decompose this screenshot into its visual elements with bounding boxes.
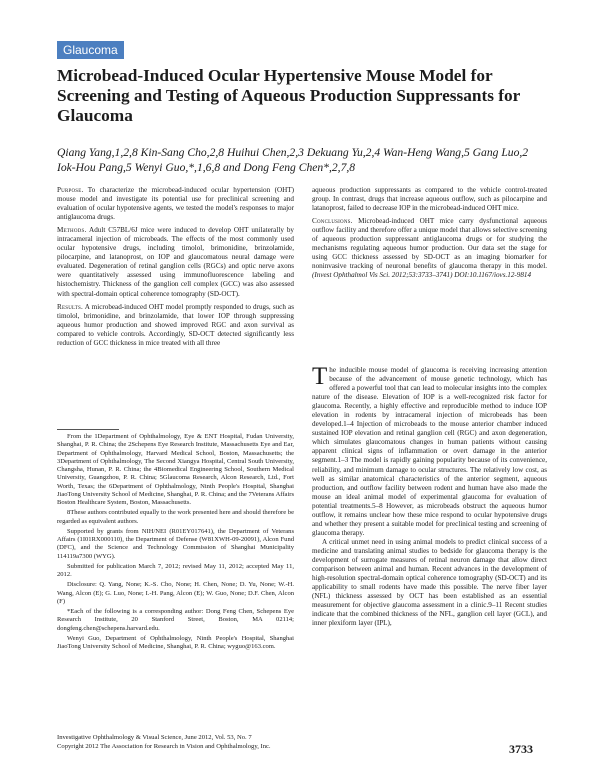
footnotes <box>57 433 294 653</box>
footnote-rule <box>57 429 119 430</box>
abstract-purpose <box>57 186 294 222</box>
corresponding-author-1: *Each of the following is a corresponding author: Dong Feng Chen, Schepens Eye Research Institute, 20 Stanford Street, Boston, MA 02114; dongfeng.chen@schepens.harvard.edu. <box>57 608 294 632</box>
abstract-conclusions <box>312 217 547 280</box>
introduction <box>312 363 547 628</box>
section-tag: Glaucoma <box>57 41 124 59</box>
journal-citation-line: Investigative Ophthalmology & Visual Science, June 2012, Vol. 53, No. 7 <box>57 734 252 741</box>
results-label: Results. <box>57 302 84 311</box>
article-title: Microbead-Induced Ocular Hypertensive Mouse Model for Screening and Testing of Aqueous Production Suppressants for Glaucoma <box>57 66 521 125</box>
drop-cap: T <box>312 363 328 390</box>
abstract-right-column <box>312 186 547 284</box>
abstract-methods <box>57 226 294 298</box>
submission-dates: Submitted for publication March 7, 2012; revised May 11, 2012; accepted May 11, 2012. <box>57 562 294 578</box>
abstract-results <box>57 303 294 348</box>
conclusions-text: Microbead-induced OHT mice carry dysfunctional aqueous outflow facility and therefore offer a unique model that allows selective screening of aqueous production suppressant antiglaucoma drugs or for studying the mechanisms regulating aqueous humor production. Our data set the stage for using GCC thickness assessed by SD-OCT as an imaging biomarker for noninvasive tracking of neuronal benefits of glaucoma therapy in this model. <box>312 217 547 271</box>
intro-paragraph-2: A critical unmet need in using animal models to predict clinical success of a medicine and translating animal studies to bedside for glaucoma therapy is the development of surrogate measures of retinal neuron damage that allow direct comparison between animal and human. Recent advances in the development of high-resolution spectral-domain optical coherence tomography (SD-OCT) and its applicability to small rodents have made this possible. The nerve fiber layer (NFL) thickness assessed by OCT has been established as an essential measurement for objective glaucoma assessment in a clinic.9–11 Recent studies indicate that the combined thickness of the NFL, ganglion cell layer (GCL), and inner plexiform layer (IPL), <box>312 537 547 628</box>
citation: (Invest Ophthalmol Vis Sci. 2012;53:3733–3741) DOI:10.1167/iovs.12-9814 <box>312 271 532 280</box>
conclusions-label: Conclusions. <box>312 217 353 226</box>
intro-paragraph-1 <box>312 363 547 538</box>
copyright-line: Copyright 2012 The Association for Research in Vision and Ophthalmology, Inc. <box>57 742 271 750</box>
abstract-results-continued: aqueous production suppressants as compared to the vehicle control-treated group. In contrast, drugs that increase aqueous outflow, such as pilocarpine and latanoprost, failed to decrease IOP in the microbead-induced OHT mice. <box>312 186 547 213</box>
purpose-label: Purpose. <box>57 186 84 194</box>
corresponding-author-2: Wenyi Guo, Department of Ophthalmology, Ninth People's Hospital, Shanghai JiaoTong University School of Medicine, Shanghai, P. R. China; wyguo@163.com. <box>57 634 294 650</box>
intro-paragraph-1-text: he inducible mouse model of glaucoma is receiving increasing attention because of the advancement of mouse genetic technology, which has offered a powerful tool that can lead to molecular insights into the complex nature of the disease. Elevation of IOP is a well-recognized risk factor for glaucoma. Recently, a highly effective and reproducible method to induce IOP elevation in rodents by intracameral injection of microbeads has been developed.1–4 Injection of microbeads to the mouse anterior chamber induced sustained IOP elevation and retinal ganglion cell (RGC) and axon degeneration, which simulates glaucomatous changes in human patients without causing apparent clinical signs of inflammation or overt damage in the anterior segment.1–3 The model is rapidly gaining popularity because of its convenience, reliability, and minimum damage to ocular structures. The relatively low cost, as well as similar anatomical characteristics of the anterior segment, aqueous production, and outflow facility between rodent and human have also made the mouse an ideal animal model of experimental glaucoma for evaluation of potential treatments.5–8 However, as microbeads obstruct the aqueous humor outflow, it remains unclear how these mice respond to ocular hypotensive drugs and whether they present a suitable model for preclinical testing and screening of glaucoma therapy. <box>312 366 547 537</box>
page-number: 3733 <box>509 742 533 756</box>
results-text: A microbead-induced OHT model promptly responded to drugs, such as timolol, brimonidine, and brinzolamide, that lower IOP through suppressing aqueous humor production and showed improved RGC and axon survival as compared to vehicle controls. Accordingly, SD-OCT detected significantly less reduction of GCC thickness in mice treated with all three <box>57 302 294 347</box>
methods-text: Adult C57BL/6J mice were induced to develop OHT unilaterally by intracameral injection of microbeads. The effects of the most commonly used ocular hypotensive drugs, including timolol, brimonidine, brinzolamide, pilocarpine, and latanoprost, on IOP and glaucomatous neural damage were evaluated. Degeneration of retinal ganglion cells (RGCs) and optic nerve axons were quantitatively assessed using immunofluorescence labeling and histochemistry. Thickness of the ganglion cell complex (GCC) was also assessed with spectral-domain optical coherence tomography (SD-OCT). <box>57 226 294 298</box>
affiliations: From the 1Department of Ophthalmology, Eye & ENT Hospital, Fudan University, Shanghai, P. R. China; the 2Schepens Eye Research Institute, Massachusetts Eye and Ear, Department of Ophthalmology, Harvard Medical School, Boston, Massachusetts; the 3Department of Ophthalmology, The Second Xiangya Hospital, Central South University, Changsha, Hunan, P. R. China; the 4Biomedical Engineering School, Southern Medical University, Guangzhou, P. R. China; 5Glaucoma Research, Alcon Research, Ltd., Fort Worth, Texas; the 6Department of Ophthalmology, Ninth People's Hospital, Shanghai JiaoTong University School of Medicine, Shanghai, P. R. China; and the 7Veterans Affairs Boston Healthcare System, Boston, Massachusetts. <box>57 433 294 506</box>
author-list: Qiang Yang,1,2,8 Kin-Sang Cho,2,8 Huihui Chen,2,3 Dekuang Yu,2,4 Wan-Heng Wang,5 Gang Luo,2 Iok-Hou Pang,5 Wenyi Guo,*,1,6,8 and Dong Feng Chen*,2,7,8 <box>57 146 529 174</box>
equal-contribution-note: 8These authors contributed equally to the work presented here and should therefore be regarded as equivalent authors. <box>57 509 294 525</box>
methods-label: Methods. <box>57 226 87 235</box>
purpose-text: To characterize the microbead-induced ocular hypertension (OHT) mouse model and investigate its potential use for preclinical screening and evaluation of ocular hypotensive agents, we tested the model's responses to major antiglaucoma drugs. <box>57 186 294 222</box>
funding-note: Supported by grants from NIH/NEI (R01EY017641), the Department of Veterans Affairs (1I01RX000110), the Department of Defense (W81XWH-09-20091), Alcon Fund (DFC), and the Science and Technology Commission of Shanghai Municipality 114119a7300 (WYG). <box>57 527 294 560</box>
disclosure-note: Disclosure: Q. Yang, None; K.-S. Cho, None; H. Chen, None; D. Yu, None; W.-H. Wang, Alcon (E); G. Luo, None; I.-H. Pang, Alcon (E); W. Guo, None; D.F. Chen, Alcon (F) <box>57 581 294 605</box>
abstract-left-column <box>57 186 294 352</box>
journal-footer <box>57 734 271 751</box>
